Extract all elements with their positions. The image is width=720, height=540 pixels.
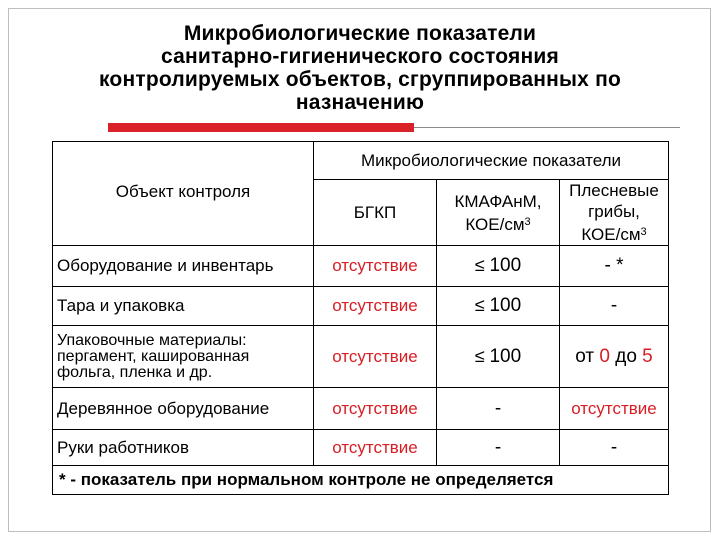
table-row [53,430,669,466]
mold-from: от [575,345,595,367]
kmafanm-header [437,180,560,246]
object-cell: Тара и упаковка [53,287,314,326]
mold-label: Плесневые [569,181,659,200]
mold-unit-exp: 3 [640,226,647,238]
mold-min: 0 [599,345,610,367]
kmafanm-value: 100 [489,345,522,367]
title-line-1: Микробиологические показатели [183,22,537,45]
le-sign: ≤ [474,295,485,315]
object-line-2: пергамент, кашированная [57,347,250,365]
table-row [53,287,669,326]
kmafanm-value: 100 [489,295,522,316]
object-cell: Руки работников [53,430,314,466]
bgkp-cell: отсутствие [314,388,437,430]
object-header: Объект контроля [53,142,314,246]
slide-title [40,22,680,114]
kmafanm-cell: - [437,388,560,430]
bgkp-cell: отсутствие [314,326,437,388]
footnote: * - показатель при нормальном контроле не определяется [53,466,669,495]
mold-cell [560,326,669,388]
mold-cell: - * [560,246,669,287]
accent-bar [108,123,414,132]
object-line-3: фольга, пленка и др. [57,363,213,381]
kmafanm-cell [437,326,560,388]
object-cell: Деревянное оборудование [53,388,314,430]
le-sign: ≤ [474,255,485,275]
mold-unit: КОЕ/см [581,225,641,244]
title-line-4: назначению [295,91,425,114]
kmafanm-cell [437,287,560,326]
le-sign: ≤ [474,345,485,366]
kmafanm-cell: - [437,430,560,466]
mold-header [560,180,669,246]
mold-cell: - [560,430,669,466]
object-cell [53,326,314,388]
kmafanm-value: 100 [489,255,522,276]
bgkp-cell: отсутствие [314,287,437,326]
mold-to: до [615,345,637,367]
kmafanm-cell [437,246,560,287]
mold-cell: - [560,287,669,326]
bgkp-cell: отсутствие [314,430,437,466]
kmafanm-label: КМАФАнМ, [454,191,542,211]
indicators-group-header: Микробиологические показатели [314,142,669,180]
table-row [53,246,669,287]
title-line-2: санитарно-гигиенического состояния [161,45,559,68]
kmafanm-unit: КОЕ/см [465,214,525,234]
mold-label-2: грибы, [588,202,640,221]
bgkp-cell: отсутствие [314,246,437,287]
indicators-table [52,141,669,495]
mold-cell: отсутствие [560,388,669,430]
title-line-3: контролируемых объектов, сгруппированных по [98,68,621,91]
bgkp-header: БГКП [314,180,437,246]
object-cell: Оборудование и инвентарь [53,246,314,287]
table-row [53,388,669,430]
table-row [53,326,669,388]
object-line-1: Упаковочные материалы: [57,331,247,349]
kmafanm-unit-exp: 3 [524,215,531,228]
note-row [53,466,669,495]
mold-max: 5 [642,345,653,367]
title-divider [414,127,680,128]
